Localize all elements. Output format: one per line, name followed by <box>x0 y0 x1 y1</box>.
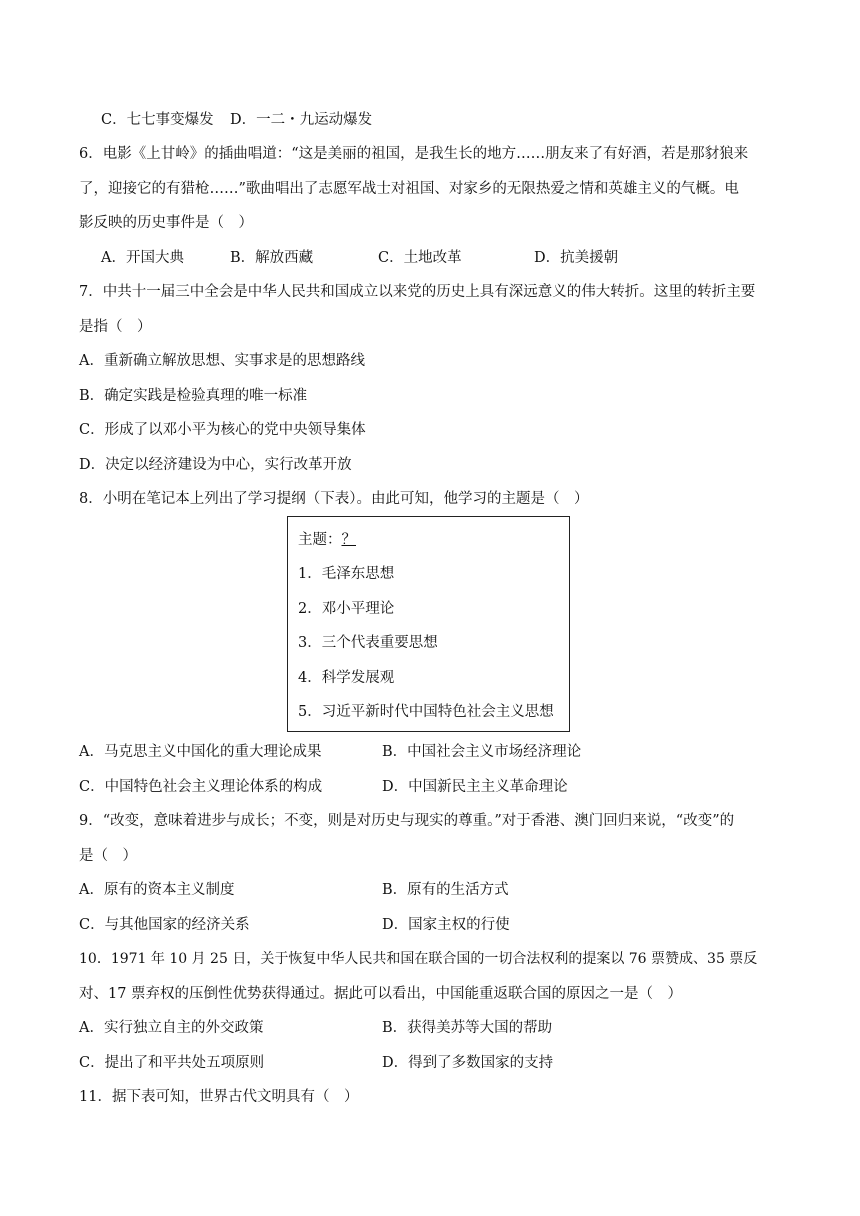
outline-item: 2．邓小平理论 <box>298 601 395 617</box>
outline-title <box>298 530 365 550</box>
q8-stem-line1: 8．小明在笔记本上列出了学习提纲（下表）。由此可知，他学习的主题是（ ） <box>79 491 589 507</box>
outline-item: 5．习近平新时代中国特色社会主义思想 <box>298 704 554 720</box>
q9-option-d: D．国家主权的行使 <box>382 917 510 933</box>
q7-stem-line2: 是指（ ） <box>79 319 152 335</box>
q9-option-c: C．与其他国家的经济关系 <box>79 917 250 933</box>
outline-item: 4．科学发展观 <box>298 670 395 686</box>
q10-option-c: C．提出了和平共处五项原则 <box>79 1055 265 1071</box>
q9-option-b: B．原有的生活方式 <box>382 882 509 898</box>
q11-stem-line1: 11．据下表可知，世界古代文明具有（ ） <box>79 1089 359 1105</box>
q10-stem-line2: 对、17 票弃权的压倒性优势获得通过。据此可以看出，中国能重返联合国的原因之一是（ ） <box>79 986 683 1002</box>
q7-stem-line1: 7．中共十一届三中全会是中华人民共和国成立以来党的历史上具有深远意义的伟大转折。这里的转折主要 <box>79 284 756 300</box>
outline-item: 1．毛泽东思想 <box>298 566 395 582</box>
study-outline-box <box>287 516 570 732</box>
q7-option-c: C．形成了以邓小平为核心的党中央领导集体 <box>79 422 366 438</box>
q5-option-d: D．一二・九运动爆发 <box>230 112 373 128</box>
q10-stem-line1: 10．1971 年 10 月 25 日，关于恢复中华人民共和国在联合国的一切合法权利的提案以 76 票赞成、35 票反 <box>79 951 758 967</box>
q6-option-c: C．土地改革 <box>378 250 462 266</box>
outline-title-prefix: 主题： <box>298 532 342 548</box>
q10-option-d: D．得到了多数国家的支持 <box>382 1055 554 1071</box>
outline-title-blank: ？ <box>341 532 356 548</box>
q6-stem-line1: 6．电影《上甘岭》的插曲唱道：“这是美丽的祖国，是我生长的地方……朋友来了有好酒，若是那豺狼来 <box>79 146 749 162</box>
q9-option-a: A．原有的资本主义制度 <box>79 882 235 898</box>
q9-stem-line2: 是（ ） <box>79 848 137 864</box>
q6-stem-line3: 影反映的历史事件是（ ） <box>79 215 253 231</box>
q8-option-c: C．中国特色社会主义理论体系的构成 <box>79 779 323 795</box>
q7-option-b: B．确定实践是检验真理的唯一标准 <box>79 388 308 404</box>
outline-item: 3．三个代表重要思想 <box>298 635 438 651</box>
q6-option-b: B．解放西藏 <box>230 250 314 266</box>
q5-option-c: C．七七事变爆发 <box>101 112 214 128</box>
q8-option-d: D．中国新民主主义革命理论 <box>382 779 568 795</box>
q9-stem-line1: 9．“改变，意味着进步与成长；不变，则是对历史与现实的尊重。”对于香港、澳门回归来说，“改变”的 <box>79 813 735 829</box>
q7-option-a: A．重新确立解放思想、实事求是的思想路线 <box>79 353 365 369</box>
q6-option-d: D．抗美援朝 <box>534 250 619 266</box>
q6-stem-line2: 了，迎接它的有猎枪……”歌曲唱出了志愿军战士对祖国、对家乡的无限热爱之情和英雄主义的气概。电 <box>79 181 739 197</box>
q10-option-a: A．实行独立自主的外交政策 <box>79 1020 264 1036</box>
q6-option-a: A．开国大典 <box>101 250 184 266</box>
q8-option-b: B．中国社会主义市场经济理论 <box>382 744 582 760</box>
q8-option-a: A．马克思主义中国化的重大理论成果 <box>79 744 322 760</box>
q10-option-b: B．获得美苏等大国的帮助 <box>382 1020 553 1036</box>
q7-option-d: D．决定以经济建设为中心，实行改革开放 <box>79 457 352 473</box>
